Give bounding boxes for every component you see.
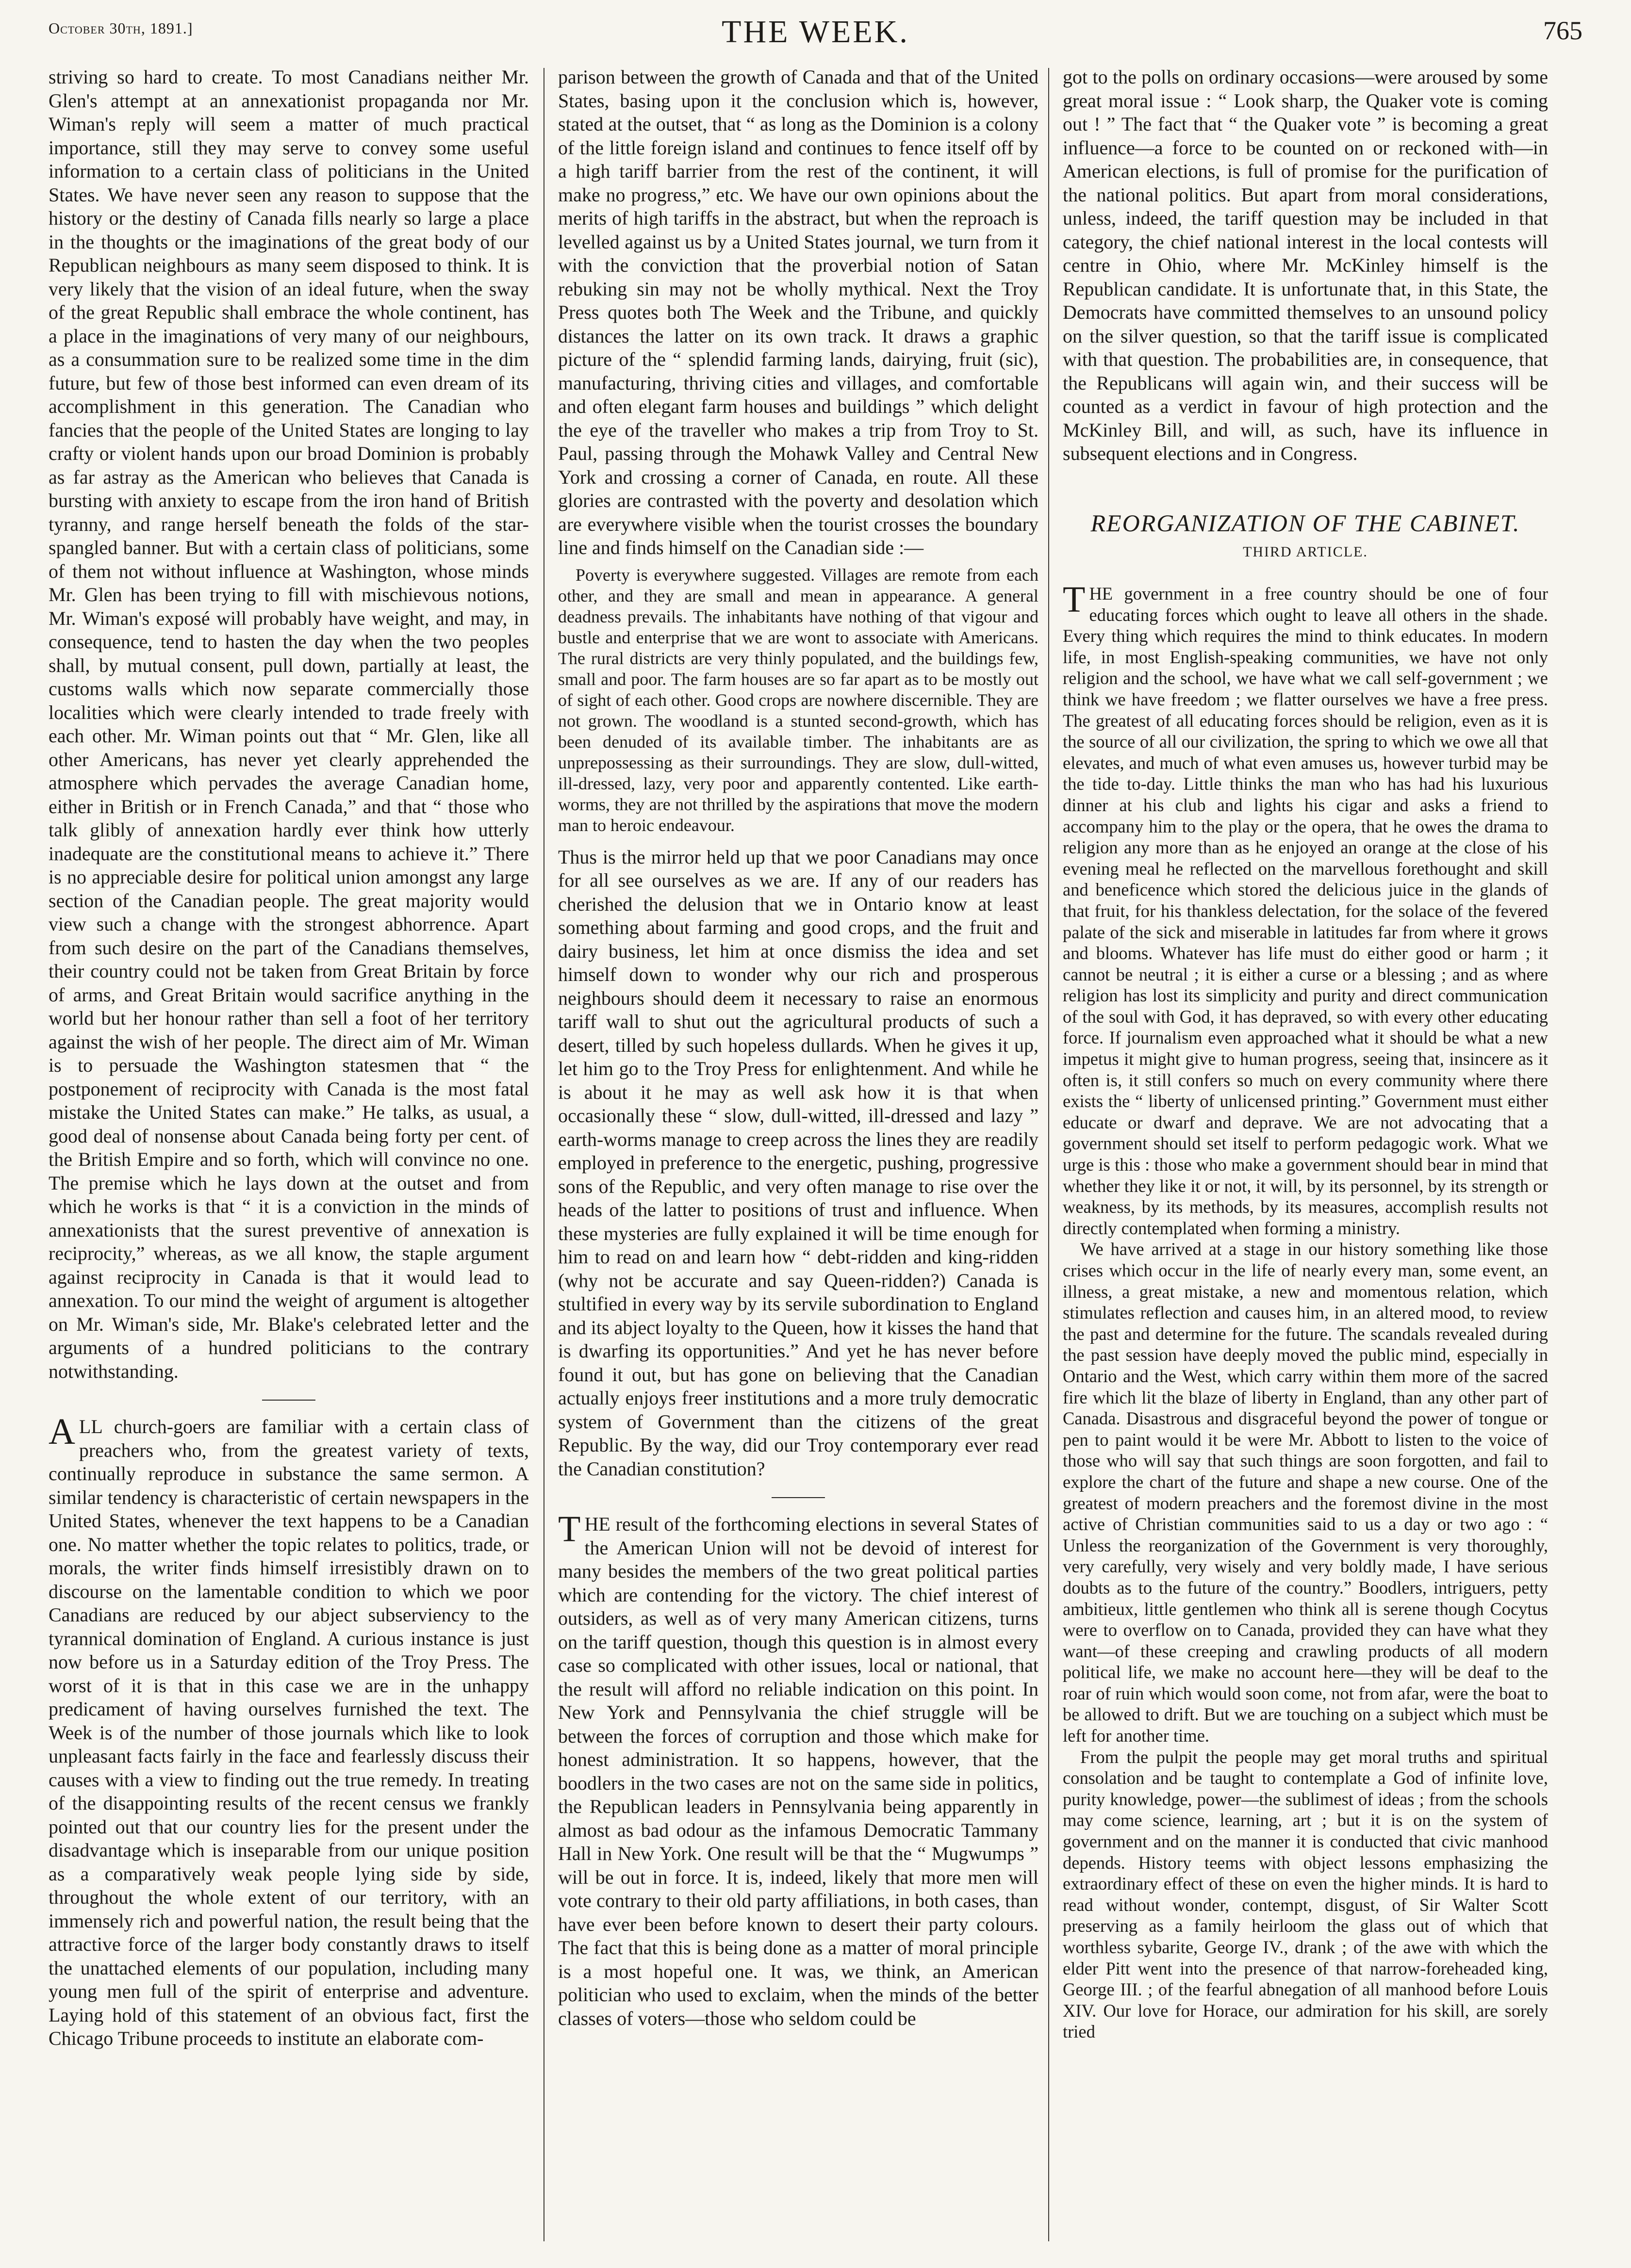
paragraph-comparison: parison between the growth of Canada and that of the United States, basing upon it the conclusion which is, however, stated at the outset, that “ as long as the Dominion is a colony of the little foreign island and continues to fence itself off by a high tariff barrier from the rest of the continent, it will make no progress,” etc. We have our own opinions about the merits of high tariffs in the abstract, but when the reproach is levelled against us by a United States journal, we turn from it with the conviction that the proverbial notion of Satan rebuking sin may not be wholly mythical. Next the Troy Press quotes both The Week and the Tribune, and quickly distances the latter on its own track. It draws a graphic picture of the “ splendid farming lands, dairying, fruit (sic), manufacturing, thriving cities and villages, and comfortable and often elegant farm houses and buildings ” which delight the eye of the traveller who makes a trip from Troy to St. Paul, passing through the Mohawk Valley and Central New York and crossing a corner of Canada, en route. All these glories are contrasted with the poverty and desolation which are everywhere visible when the tourist crosses the boundary line and finds himself on the Canadian side :— (558, 66, 1038, 558)
article-title: REORGANIZATION OF THE CABINET. (1090, 509, 1520, 537)
small-caps-lead: HE (584, 1513, 610, 1535)
article-paragraph-3: From the pulpit the people may get moral truths and spiritual consolation and be taught to contemplate a God of infinite love, purity knowledge, power—the sublimest of ideas ; from the schools may come science, learning, art ; but it is on the system of government and on the manner it is conducted that civic manhood depends. History teems with object lessons emphasizing the extraordinary effect of these on even the higher minds. It is hard to read without wonder, contempt, disgust, of Sir Walter Scott preserving as a family heirloom the glass out of which that worthless sybarite, George IV., drank ; of the awe with which the elder Pitt went into the presence of that narrow-foreheaded king, George III. ; of the fearful abnegation of all manhood before Louis XIV. Our love for Horace, our admiration for his skill, are sorely tried (1063, 1746, 1548, 2042)
column-1 (49, 65, 529, 2249)
publication-title: THE WEEK. (722, 14, 909, 49)
drop-cap: T (1063, 579, 1086, 620)
page-header (49, 9, 1582, 57)
column-rule-right (1048, 68, 1049, 2241)
article-paragraph-1 (1063, 579, 1548, 1239)
drop-cap: T (558, 1509, 581, 1550)
paragraph-annexation: striving so hard to create. To most Canadians neither Mr. Glen's attempt at an annexationist propaganda nor Mr. Wiman's reply will seem a matter of much practical importance, still they may serve to convey some useful information to a certain class of politicians in the United States. We have never seen any reason to suppose that the history or the destiny of Canada fills nearly so large a place in the thoughts or the imaginations of the great body of our Republican neighbours as many seem disposed to think. It is very likely that the vision of an ideal future, when the sway of the great Republic shall embrace the whole continent, has a place in the imaginations of very many of our neighbours, as a consummation sure to be realized some time in the dim future, but few of those best informed can even dream of its accomplishment in this generation. The Canadian who fancies that the people of the United States are longing to lay crafty or violent hands upon our broad Dominion is probably as far astray as the American who believes that Canada is bursting with anxiety to escape from the iron hand of British tyranny, and range herself beneath the folds of the star-spangled banner. But with a certain class of politicians, some of them not without influence at Washington, whose minds Mr. Glen has been trying to fill with mischievous notions, Mr. Wiman's exposé will probably have weight, and may, in consequence, tend to hasten the day when the two peoples shall, by mutual consent, pull down, partially at least, the customs walls which now separate commercially those localities which were clearly intended to trade freely with each other. Mr. Wiman points out that “ Mr. Glen, like all other Americans, has never yet clearly apprehended the atmosphere which pervades the average Canadian home, either in British or in French Canada,” and that “ those who talk glibly of annexation hardly ever think how utterly inadequate are the constitutional means to achieve it.” There is no appreciable desire for political union amongst any large section of the Canadian people. The great majority would view such a change with the strongest abhorrence. Apart from such desire on the part of the Canadians themselves, their country could not be taken from Great Britain by force of arms, and Great Britain would sacrifice anything in the world but her honour rather than sell a foot of her territory against the wish of her people. The direct aim of Mr. Wiman is to persuade the Washington statesmen that “ the postponement of reciprocity with Canada is the most fatal mistake the United States can make.” He talks, as usual, a good deal of nonsense about Canada being forty per cent. of the British Empire and so forth, which will convince no one. The premise which he lays down at the outset and from which he works is that “ it is a conviction in the minds of annexationists that the surest preventive of annexation is reciprocity,” whereas, as we all know, the staple argument against reciprocity in Canada is that it would lead to annexation. To our mind the weight of argument is altogether on Mr. Wiman's side, Mr. Blake's celebrated letter and the arguments of a hundred politicians to the contrary notwithstanding. (49, 66, 529, 1382)
column-3 (1063, 65, 1548, 2249)
small-caps-lead: HE (1089, 584, 1113, 604)
drop-cap: A (49, 1411, 75, 1452)
paragraph-text: government in a free country should be one of four educating forces which ought to leave all others in the shade. Every thing which requires the mind to think educates. In modern life, in most English-speaking communities, we have not only religion and the school, we have what we call self-government ; we think we have freedom ; we flatter ourselves we have a free press. The greatest of all educating forces should be religion, even as it is the source of all our civilization, the spring to which we owe all that elevates, and much of what even amuses us, however turbid may be the tide to-day. Little thinks the man who has had his luxurious dinner at his club and lights his cigar and asks a friend to accompany him to the play or the opera, that he owes the drama to religion any more than as he enjoyed an orange at the close of his evening meal he reflected on the marvellous forethought and skill and beneficence which stored the delicious juice in the glands of that fruit, for his thankless delectation, for the solace of the fevered palate of the sick and miserable in latitudes far from where it grows and blooms. Whatever has life must do either good or harm ; it cannot be neutral ; it is either a curse or a blessing ; and as where religion has lost its simplicity and purity and direct communication of the soul with God, it has depraved, so with every other educating force. If journalism even approached what it should be what a new impetus it might give to human progress, seeing that, insincere as it often is, it still confers so much on every community where there exists the “ liberty of unlicensed printing.” Government must either educate or dwarf and deprave. We are not advocating that a government should set itself to perform pedagogic work. What we urge is this : those who make a government should bear in mind that whether they like it or not, it will, by its personnel, by its strength or weakness, by its methods, by its measures, accomplish results not directly contemplated when forming a ministry. (1063, 584, 1548, 1238)
paragraph-quaker-vote: got to the polls on ordinary occasions—were aroused by some great moral issue : “ Look sharp, the Quaker vote is coming out ! ” The fact that “ the Quaker vote ” is becoming a great influence—a force to be counted on or reckoned with—in American elections, is full of promise for the purification of the national politics. But apart from moral considerations, unless, indeed, the tariff question may be included in that category, the chief national interest in the local contests will centre in Ohio, where Mr. McKinley himself is the Republican candidate. It is unfortunate that, in this State, the Democrats have committed themselves to an unsound policy on the silver question, so that the tariff issue is complicated with that question. The probabilities are, in consequence, that the Republicans will again win, and their success will be counted as a verdict in favour of high protection and the McKinley Bill, and will, as such, have its influence in subsequent elections and in Congress. (1063, 66, 1548, 464)
page-number: 765 (1543, 16, 1582, 45)
block-quote-troy-press: Poverty is everywhere suggested. Villages are remote from each other, and they are small and mean in appearance. A general deadness prevails. The inhabitants have nothing of that vigour and bustle and enterprise that we are wont to associate with Americans. The rural districts are very thinly populated, and the buildings few, small and poor. The farm houses are so far apart as to be mostly out of sight of each other. Good crops are nowhere discernible. They are not grown. The woodland is a stunted second-growth, which has been denuded of its available timber. The inhabitants are as unprepossessing as their surroundings. They are slow, dull-witted, ill-dressed, lazy, very poor and apparently contented. Like earth-worms, they are not thrilled by the aspirations that move the modern man to heroic endeavour. (558, 565, 1038, 835)
small-caps-lead: LL (79, 1416, 103, 1437)
issue-date: October 30th, 1891.] (49, 19, 193, 37)
column-2 (558, 65, 1038, 2249)
paragraph-church-goers (49, 1411, 529, 2051)
paragraph-text: result of the forthcoming elections in several States of the American Union will not be devoid of interest for many besides the members of the two great political parties which are contending for the victory. The chief interest of outsiders, as well as of very many American citizens, turns on the tariff question, though this question is in almost every case so complicated with other issues, local or national, that the result will afford no reliable indication on this point. In New York and Pennsylvania the chief struggle will be between the forces of corruption and those which make for honest administration. It so happens, however, that the boodlers in the two cases are not on the same side in politics, the Republican leaders in Pennsylvania being apparently in almost as bad odour as the infamous Democratic Tammany Hall in New York. One result will be that the “ Mugwumps ” will be out in force. It is, indeed, likely that more men will vote contrary to their old party affiliations, in both cases, than have ever been before known to desert their party colours. The fact that this is being done as a matter of moral principle is a most hopeful one. It was, we think, an American politician who used to exclaim, when the minds of the better classes of voters—those who seldom could be (558, 1513, 1038, 2029)
section-divider (772, 1497, 825, 1498)
article-body (1063, 579, 1548, 2042)
section-divider (262, 1400, 315, 1401)
article-subtitle: THIRD ARTICLE. (1243, 543, 1368, 560)
article-paragraph-2: We have arrived at a stage in our history something like those crises which occur in the life of nearly every man, some event, an illness, a great mistake, a new and momentous relation, which stimulates reflection and causes him, in an altered mood, to review the past and determine for the future. The scandals revealed during the past session have deeply moved the public mind, especially in Ontario and the West, which carry within them more of the sacred fire which lit the blaze of liberty in England, than any other part of Canada. Disastrous and disgraceful beyond the power of tongue or pen to paint would it be were Mr. Abbott to listen to the voice of those who will say that such things are soon forgotten, and fail to explore the chart of the future and shape a new course. One of the greatest of modern preachers and the foremost divine in the most active of Christian communities said to us a day or two ago : “ Unless the reorganization of the Government is very thoroughly, very carefully, very wisely and very boldly made, I have serious doubts as to the future of the country.” Boodlers, intriguers, petty ambitieux, little gentlemen who think all is serene though Cocytus were to overflow on to Canada, provided they can have what they want—of these creeping and crawling products of all modern political life, we make no account here—they will be deaf to the roar of ruin which would soon come, not from afar, were the boat to be allowed to drift. But we are touching on a subject which must be left for another time. (1063, 1239, 1548, 1746)
paragraph-mirror: Thus is the mirror held up that we poor Canadians may once for all see ourselves as we are. If any of our readers has cherished the delusion that we in Ontario know at least something about farming and good crops, and the fruit and dairy business, let him at once dismiss the idea and set himself down to wonder why our rich and prosperous neighbours should deem it necessary to raise an enormous tariff wall to shut out the agricultural products of such a desert, tilled by such hopeless dullards. When he gives it up, let him go to the Troy Press for enlightenment. And while he is about it he may as well ask how it is that when occasionally these “ slow, dull-witted, ill-dressed and lazy ” earth-worms manage to creep across the lines they are readily employed in preference to the energetic, pushing, progressive sons of the Republic, and very often manage to rise over the heads of the latter to positions of trust and influence. When these mysteries are fully explained it will be time enough for him to read on and learn how “ debt-ridden and king-ridden (why not be accurate and say Queen-ridden?) Canada is stultified in every way by its servile subordination to England and its abject loyalty to the Queen, how it kisses the hand that is dwarfing its opportunities.” And yet he has never before found it out, but has gone on believing that the Canadian actually enjoys freer institutions and a more truly democratic system of Government than the citizens of the great Republic. By the way, did our Troy contemporary ever read the Canadian constitution? (558, 846, 1038, 1480)
paragraph-text: church-goers are familiar with a certain class of preachers who, from the greatest variety of texts, continually reproduce in substance the same sermon. A similar tendency is characteristic of certain newspapers in the United States, whenever the text happens to be a Canadian one. No matter whether the topic relates to politics, trade, or morals, the writer finds himself irresistibly drawn on to discourse on the lamentable condition to which we poor Canadians are reduced by our abject subserviency to the tyrannical domination of England. A curious instance is just now before us in a Saturday edition of the Troy Press. The worst of it is that in this case we are in the unhappy predicament of having ourselves furnished the text. The Week is of the number of those journals which like to look unpleasant facts fairly in the face and fearlessly discuss their causes with a view to finding out the true remedy. In treating of the disappointing results of the recent census we frankly pointed out that our country lies for the present under the disadvantage which is inseparable from our unique position as a comparatively weak people lying side by side, throughout the whole extent of our territory, with an immensely rich and powerful nation, the result being that the attractive force of the larger body constantly draws to itself the unattached elements of our population, including many young men full of the spirit of enterprise and adventure. Laying hold of this statement of an obvious fact, first the Chicago Tribune proceeds to institute an elaborate com- (49, 1416, 529, 2049)
paragraph-elections (558, 1509, 1038, 2030)
